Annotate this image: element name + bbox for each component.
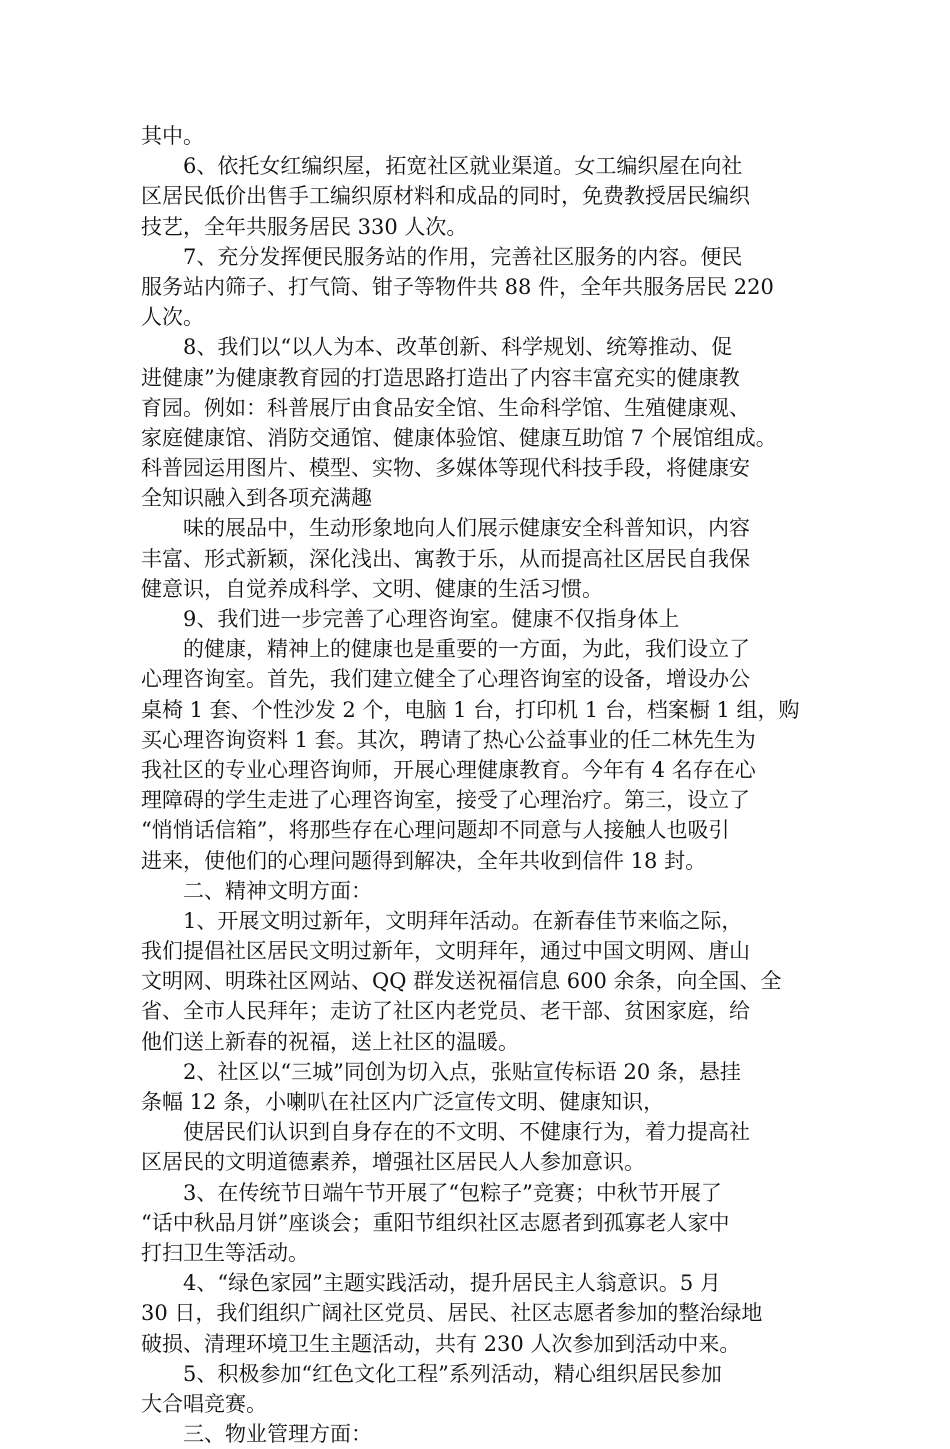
text-line: 人次。 bbox=[141, 305, 204, 330]
text-line: 全知识融入到各项充满趣 bbox=[141, 486, 372, 511]
text-line: 4、“绿色家园”主题实践活动，提升居民主人翁意识。5 月 bbox=[183, 1271, 721, 1296]
text-line: 30 日，我们组织广阔社区党员、居民、社区志愿者参加的整治绿地 bbox=[141, 1301, 763, 1326]
text-line: 味的展品中，生动形象地向人们展示健康安全科普知识，内容 bbox=[183, 516, 750, 541]
text-line: “话中秋品月饼”座谈会；重阳节组织社区志愿者到孤寡老人家中 bbox=[141, 1210, 730, 1235]
document-body bbox=[141, 121, 831, 1449]
text-line: 其中。 bbox=[141, 124, 204, 148]
text-line: 1、开展文明过新年，文明拜年活动。在新春佳节来临之际， bbox=[183, 908, 743, 933]
text-line: 育园。例如：科普展厅由食品安全馆、生命科学馆、生殖健康观、 bbox=[141, 395, 750, 420]
text-line: 进来，使他们的心理问题得到解决，全年共收到信件 18 封。 bbox=[141, 848, 707, 873]
text-line: 5、积极参加“红色文化工程”系列活动，精心组织居民参加 bbox=[183, 1361, 722, 1386]
text-line: 三、物业管理方面： bbox=[183, 1422, 372, 1447]
text-line: 条幅 12 条，小喇叭在社区内广泛宣传文明、健康知识， bbox=[141, 1090, 665, 1114]
text-line: 技艺，全年共服务居民 330 人次。 bbox=[141, 214, 468, 239]
text-line: 买心理咨询资料 1 套。其次，聘请了热心公益事业的任二林先生为 bbox=[141, 727, 756, 752]
text-line: 心理咨询室。首先，我们建立健全了心理咨询室的设备，增设办公 bbox=[141, 667, 750, 692]
text-line: 大合唱竞赛。 bbox=[141, 1391, 267, 1416]
text-line: 我社区的专业心理咨询师，开展心理健康教育。今年有 4 名存在心 bbox=[141, 757, 756, 782]
text-line: 9、我们进一步完善了心理咨询室。健康不仅指身体上 bbox=[183, 607, 680, 631]
text-line: 7、充分发挥便民服务站的作用，完善社区服务的内容。便民 bbox=[183, 244, 743, 269]
text-line: 丰富、形式新颖，深化浅出、寓教于乐，从而提高社区居民自我保 bbox=[141, 546, 750, 571]
text-line: 区居民低价出售手工编织原材料和成品的同时，免费教授居民编织 bbox=[141, 184, 750, 209]
text-line: 服务站内筛子、打气筒、钳子等物件共 88 件，全年共服务居民 220 bbox=[141, 274, 774, 299]
text-line: 区居民的文明道德素养，增强社区居民人人参加意识。 bbox=[141, 1150, 645, 1175]
text-line: 打扫卫生等活动。 bbox=[141, 1240, 309, 1265]
text-line: 文明网、明珠社区网站、QQ 群发送祝福信息 600 余条，向全国、全 bbox=[141, 969, 782, 994]
text-line: 6、依托女红编织屋，拓宽社区就业渠道。女工编织屋在向社 bbox=[183, 154, 743, 179]
text-line: 3、在传统节日端午节开展了“包粽子”竞赛；中秋节开展了 bbox=[183, 1180, 722, 1205]
text-line: 桌椅 1 套、个性沙发 2 个，电脑 1 台，打印机 1 台，档案橱 1 组，购 bbox=[141, 697, 800, 722]
text-line: 我们提倡社区居民文明过新年，文明拜年，通过中国文明网、唐山 bbox=[141, 939, 750, 964]
text-line: 的健康，精神上的健康也是重要的一方面，为此，我们设立了 bbox=[183, 637, 750, 662]
text-line: “悄悄话信箱”，将那些存在心理问题却不同意与人接触人也吸引 bbox=[141, 818, 730, 843]
text-line: 理障碍的学生走进了心理咨询室，接受了心理治疗。第三，设立了 bbox=[141, 788, 750, 813]
text-line: 使居民们认识到自身存在的不文明、不健康行为，着力提高社 bbox=[183, 1120, 750, 1145]
text-line: 二、精神文明方面： bbox=[183, 878, 372, 903]
text-line: 健意识，自觉养成科学、文明、健康的生活习惯。 bbox=[141, 576, 603, 601]
text-line: 破损、清理环境卫生主题活动，共有 230 人次参加到活动中来。 bbox=[141, 1331, 741, 1356]
text-line: 进健康”为健康教育园的打造思路打造出了内容丰富充实的健康教 bbox=[141, 365, 740, 390]
text-line: 他们送上新春的祝福，送上社区的温暖。 bbox=[141, 1029, 519, 1054]
text-line: 省、全市人民拜年；走访了社区内老党员、老干部、贫困家庭，给 bbox=[141, 999, 750, 1024]
text-line: 8、我们以“以人为本、改革创新、科学规划、统筹推动、促 bbox=[183, 335, 733, 360]
text-line: 家庭健康馆、消防交通馆、健康体验馆、健康互助馆 7 个展馆组成。 bbox=[141, 425, 777, 450]
text-line: 2、社区以“三城”同创为切入点，张贴宣传标语 20 条，悬挂 bbox=[183, 1059, 741, 1084]
text-line: 科普园运用图片、模型、实物、多媒体等现代科技手段，将健康安 bbox=[141, 456, 750, 481]
